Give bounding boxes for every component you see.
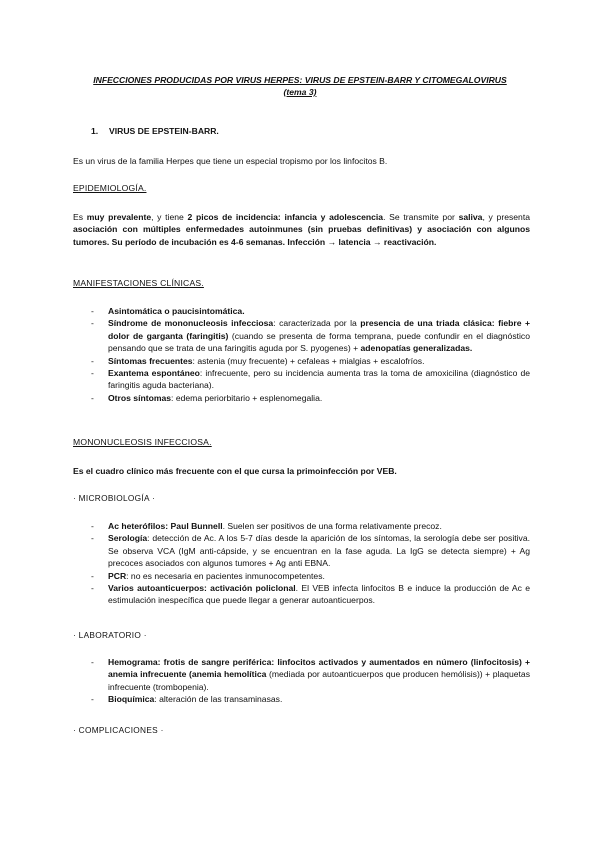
text-run: (cuando se presenta de forma temprana, puede confundir en el diagnóstico pensando que se trata de una faringitis aguda por S. pyogenes) +: [108, 330, 530, 354]
list-item: [73, 305, 530, 317]
text-run: (mediada por autoanticuerpos que producen hemólisis)) + plaquetas infrecuente (trombopenia).: [108, 669, 530, 692]
text-bold: Ac heterófilos: Paul Bunnell: [108, 521, 223, 531]
text-bold: Síndrome de mononucleosis infecciosa: [108, 318, 274, 329]
text-bold: Hemograma: frotis de sangre periférica: linfocitos activados y aumentados en número (linfocitosis) + anemia infrecuente (anemia hemolítica: [108, 657, 530, 680]
section-number: 1.: [91, 126, 99, 136]
text-bold: Varios autoanticuerpos: activación policlonal: [108, 583, 296, 594]
heading-mononucleosis: MONONUCLEOSIS INFECCIOSA.: [73, 437, 212, 447]
text-bold: muy prevalente: [86, 212, 152, 222]
text-run: : astenia (muy frecuente) + cefaleas + mialgias + escalofríos.: [192, 355, 425, 366]
heading-microbiologia: · MICROBIOLOGÍA ·: [73, 493, 156, 503]
text-bold: Exantema espontáneo: [108, 368, 200, 379]
list-item: [73, 392, 530, 404]
epidemiologia-paragraph: [73, 211, 530, 248]
text-bold: saliva: [458, 212, 483, 222]
text-run: : no es necesaria en pacientes inmunocompetentes.: [126, 570, 325, 581]
text-bold: Serología: [108, 533, 148, 544]
list-item: [73, 355, 530, 367]
section-heading-veb: [91, 126, 219, 136]
list-item: [73, 570, 530, 582]
text-run: : detección de Ac. A los 5-7 días desde la aparición de los síntomas, la serología debe ser positiva. Se observa VCA (IgM anti-cápside, y se encuentran en la fase aguda. La IgG se detecta siempre) + Ag precoces asociados con algunos tumores + Ag anti EBNA.: [108, 533, 530, 569]
list-item: [73, 520, 530, 532]
text-run: : alteración de las transaminasas.: [154, 694, 283, 705]
text-bold: Asintomática o paucisintomática.: [108, 306, 245, 316]
text-run: : infrecuente, pero su incidencia aumenta tras la toma de amoxicilina (diagnóstico de faringitis aguda bacteriana).: [108, 368, 531, 391]
list-item: [73, 317, 530, 354]
text-bold: PCR: [108, 570, 127, 581]
manifestaciones-list: [73, 305, 530, 404]
text-run: , y presenta: [482, 212, 530, 222]
heading-laboratorio: · LABORATORIO ·: [73, 630, 147, 640]
list-item: [73, 693, 530, 705]
text-bold: presencia de una triada clásica: fiebre + dolor de garganta (faringitis): [108, 318, 531, 341]
heading-complicaciones: · COMPLICACIONES ·: [73, 725, 164, 735]
text-run: . El VEB infecta linfocitos B e induce la producción de Ac e estimulación inespecífica que puede llegar a generar autoanticuerpos.: [108, 583, 531, 606]
text-bold: adenopatías generalizadas.: [360, 343, 473, 354]
section-label: VIRUS DE EPSTEIN-BARR.: [109, 126, 219, 136]
intro-paragraph: Es un virus de la familia Herpes que tiene un especial tropismo por los linfocitos B.: [73, 156, 388, 166]
list-item: [73, 532, 530, 569]
text-bold: 2 picos de incidencia: infancia y adolescencia: [187, 212, 384, 222]
document-subtitle: (tema 3): [283, 87, 317, 97]
mononucleosis-intro: [73, 465, 530, 477]
text-run: . Suelen ser positivos de una forma relativamente precoz.: [222, 521, 442, 531]
laboratorio-list: [73, 656, 530, 706]
text-bold: asociación con múltiples enfermedades autoinmunes (sin pruebas definitivas) y asociación con algunos tumores. Su período de incubación es 4-6 semanas. Infección → latencia → reactivación.: [73, 224, 530, 247]
text-run: : edema periorbitario + esplenomegalia.: [171, 392, 323, 403]
text-bold: Es el cuadro clínico más frecuente con el que cursa la primoinfección por VEB.: [73, 466, 397, 476]
list-item: [73, 656, 530, 693]
list-item: [73, 582, 530, 607]
text-bold: Síntomas frecuentes: [108, 355, 193, 366]
text-bold: Bioquímica: [108, 694, 155, 705]
text-run: , y tiene: [151, 212, 188, 222]
text-run: : caracterizada por la: [273, 318, 361, 329]
document-title: INFECCIONES PRODUCIDAS POR VIRUS HERPES: VIRUS DE EPSTEIN-BARR Y CITOMEGALOVIRUS: [93, 75, 507, 85]
text-run: . Se transmite por: [383, 212, 459, 222]
list-item: [73, 367, 530, 392]
heading-epidemiologia: EPIDEMIOLOGÍA.: [73, 183, 147, 193]
heading-manifestaciones: MANIFESTACIONES CLÍNICAS.: [73, 278, 204, 288]
text-bold: Otros síntomas: [108, 392, 172, 403]
text-run: Es: [73, 212, 87, 222]
microbiologia-list: [73, 520, 530, 607]
